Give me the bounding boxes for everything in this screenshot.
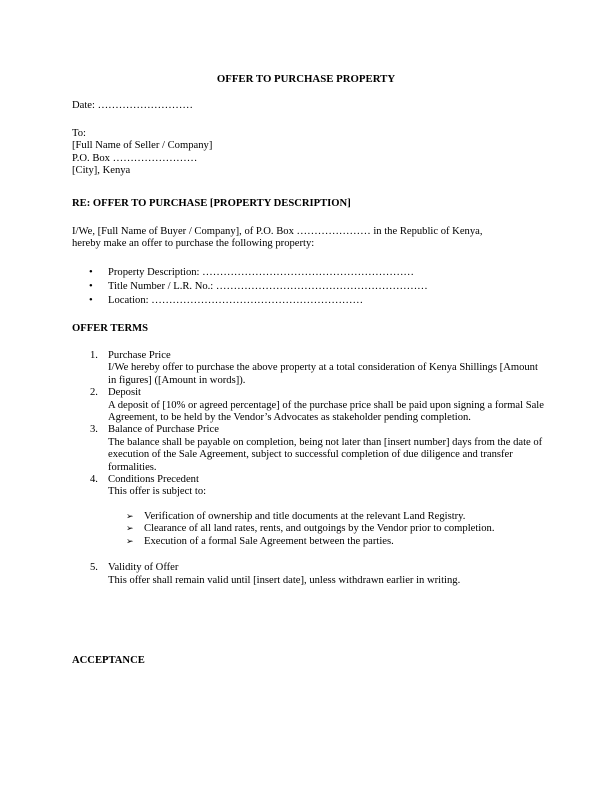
term-conditions-precedent xyxy=(72,474,544,548)
recipient-block xyxy=(72,128,544,178)
list-item xyxy=(72,295,544,309)
date-line: Date: ……………………… xyxy=(72,100,193,111)
term-body: The balance shall be payable on completion, being not later than [insert number] days from the date of execution of the Sale Agreement, subject to successful completion of due diligence and transfer formalities. xyxy=(108,436,543,473)
term-body: This offer is subject to: xyxy=(108,486,207,498)
term-body: This offer shall remain valid until [insert date], unless withdrawn earlier in writing. xyxy=(108,574,461,586)
term-balance xyxy=(72,424,544,474)
term-purchase-price xyxy=(72,350,544,387)
re-heading: RE: OFFER TO PURCHASE [PROPERTY DESCRIPTION] xyxy=(72,198,351,209)
property-description: Property Description: …………………………………………………… xyxy=(108,267,415,278)
intro-line: I/We, [Full Name of Buyer / Company], of P.O. Box ………………… in the Republic of Kenya, xyxy=(72,226,483,237)
arrow-bullet-icon: ➢ xyxy=(126,524,134,535)
title-number: Title Number / L.R. No.: …………………………………………………… xyxy=(108,281,428,292)
term-title: Balance of Purchase Price xyxy=(108,424,219,436)
list-item xyxy=(108,523,544,535)
term-number: 3. xyxy=(90,424,98,436)
term-number: 2. xyxy=(90,387,98,399)
bullet-icon: • xyxy=(89,295,93,306)
recipient-po-box: P.O. Box …………………… xyxy=(72,152,198,164)
term-title: Conditions Precedent xyxy=(108,474,199,486)
term-body: A deposit of [10% or agreed percentage] of the purchase price shall be paid upon signing a formal Sale Agreement, to be held by the Vendor’s Advocates as stakeholder pending completion. xyxy=(108,399,544,424)
intro-line: hereby make an offer to purchase the following property: xyxy=(72,238,315,250)
conditions-list xyxy=(108,511,544,548)
condition-text: Verification of ownership and title documents at the relevant Land Registry. xyxy=(144,510,466,522)
condition-text: Execution of a formal Sale Agreement between the parties. xyxy=(144,535,394,547)
list-item xyxy=(72,281,544,295)
arrow-bullet-icon: ➢ xyxy=(126,536,134,547)
recipient-city: [City], Kenya xyxy=(72,165,131,177)
term-number: 5. xyxy=(90,562,98,574)
term-deposit xyxy=(72,387,544,424)
arrow-bullet-icon: ➢ xyxy=(126,511,134,522)
offer-terms-heading: OFFER TERMS xyxy=(72,323,149,334)
term-number: 1. xyxy=(90,350,98,361)
offer-terms-list xyxy=(72,350,544,587)
property-details-list xyxy=(72,267,544,309)
list-item xyxy=(108,511,544,523)
condition-text: Clearance of all land rates, rents, and outgoings by the Vendor prior to completion. xyxy=(144,523,495,535)
term-title: Purchase Price xyxy=(108,350,171,361)
intro-paragraph xyxy=(72,226,544,251)
document-title: OFFER TO PURCHASE PROPERTY xyxy=(216,73,396,85)
term-number: 4. xyxy=(90,474,98,486)
recipient-name: [Full Name of Seller / Company] xyxy=(72,140,213,152)
recipient-to: To: xyxy=(72,128,86,139)
term-validity xyxy=(72,562,544,587)
term-title: Validity of Offer xyxy=(108,562,179,574)
acceptance-heading: ACCEPTANCE xyxy=(72,655,145,666)
term-body: I/We hereby offer to purchase the above property at a total consideration of Kenya Shillings [Amount in figures] ([Amount in words]). xyxy=(108,362,538,386)
term-title: Deposit xyxy=(108,387,141,399)
bullet-icon: • xyxy=(89,281,93,292)
bullet-icon: • xyxy=(89,267,93,278)
location: Location: …………………………………………………… xyxy=(108,295,364,306)
list-item xyxy=(72,267,544,281)
list-item xyxy=(108,536,544,548)
